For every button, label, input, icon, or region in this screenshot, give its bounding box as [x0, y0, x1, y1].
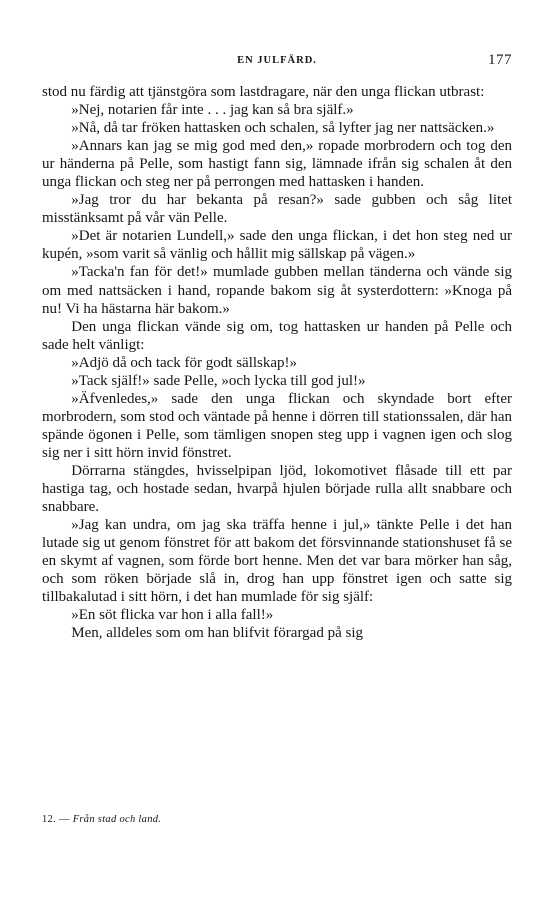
paragraph: »Jag tror du har bekanta på resan?» sade gubben och såg litet misstänksamt på vår vän Pelle.: [42, 192, 512, 227]
paragraph: »Nej, notarien får inte . . . jag kan så bra själf.»: [71, 102, 354, 119]
body-text: [42, 83, 512, 642]
book-title-footer: Från stad och land.: [72, 814, 162, 825]
paragraph: »Nå, då tar fröken hattasken och schalen, så lyfter jag ner nattsäcken.»: [71, 120, 495, 137]
paragraph: »En söt flicka var hon i alla fall!»: [71, 607, 274, 624]
paragraph: »Äfvenledes,» sade den unga flickan och skyndade bort efter morbrodern, som stod och väntade på henne i dörren till stationssalen, där han spände ögonen i Pelle, som tämligen snopen steg upp i vagnen igen och slog sig ner i sitt hörn invid fönstret.: [42, 390, 512, 461]
paragraph: Dörrarna stängdes, hvisselpipan ljöd, lokomotivet flåsade till ett par hastiga tag, och hostade sedan, hvarpå hjulen började rulla allt snabbare och snabbare.: [42, 462, 512, 516]
paragraph: Men, alldeles som om han blifvit förargad på sig: [71, 625, 363, 642]
signature-footer: [42, 814, 512, 825]
paragraph: »Annars kan jag se mig god med den,» ropade morbrodern och tog den ur händerna på Pelle, som hastigt fann sig, lämnade ifrån sig schalen åt den unga flickan och steg ner på perrongen med hattasken i handen.: [42, 138, 512, 191]
signature-mark: 12. —: [42, 814, 70, 825]
paragraph: »Tack själf!» sade Pelle, »och lycka till god jul!»: [71, 372, 366, 389]
running-head: [42, 52, 512, 72]
paragraph: »Adjö då och tack för godt sällskap!»: [71, 354, 298, 371]
page-number: 177: [488, 52, 512, 68]
paragraph: stod nu färdig att tjänstgöra som lastdragare, när den unga flickan utbrast:: [42, 84, 485, 100]
paragraph: Den unga flickan vände sig om, tog hattasken ur handen på Pelle och sade helt vänligt:: [42, 318, 512, 353]
paragraph: »Jag kan undra, om jag ska träffa henne i jul,» tänkte Pelle i det han lutade sig ut genom fönstret för att bakom det försvinnande stationshuset få se en skymt af vagnen, som förde bort henne. Men det var bara mörker han såg, och som röken började slå in, drog han upp fönstret igen och satte sig tillbakalutad i sitt hörn, i det han mumlade för sig själf:: [42, 517, 512, 606]
paragraph: »Det är notarien Lundell,» sade den unga flickan, i det hon steg ned ur kupén, »som varit så vänlig och hållit mig sällskap på vägen.»: [42, 228, 512, 263]
paragraph: »Tacka'n fan för det!» mumlade gubben mellan tänderna och vände sig om med nattsäcken i hand, ropande bakom sig åt systerdottern: »Knoga på nu! Vi ha hästarna här bakom.»: [42, 264, 512, 317]
running-title: EN JULFÄRD.: [237, 55, 317, 66]
